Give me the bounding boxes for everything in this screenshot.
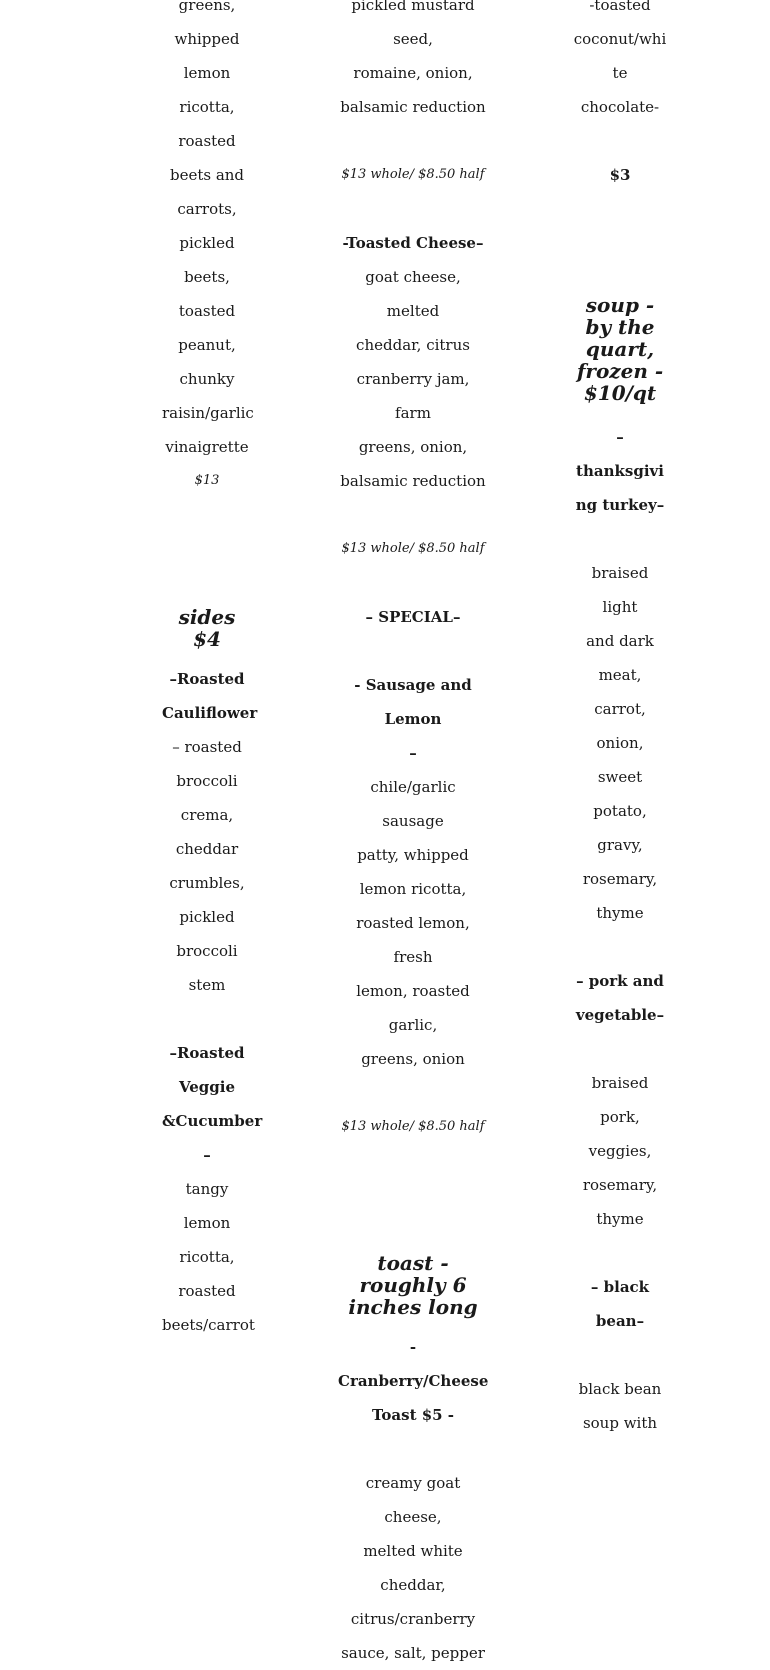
soup-description: braised xyxy=(591,1074,649,1092)
soup-description: gravy, xyxy=(597,836,643,854)
item-title: - Sausage and Lemon xyxy=(354,676,472,728)
item-description: citrus/cranberry xyxy=(350,1610,476,1628)
dessert-description: te xyxy=(612,64,628,82)
salad-line: raisin/garlic xyxy=(162,404,254,422)
salad-line: toasted xyxy=(178,302,236,320)
menu-column-left xyxy=(162,0,263,1342)
soup-description: thyme xyxy=(596,904,644,922)
item-description: lemon ricotta, xyxy=(359,880,467,898)
item-description: lemon, roasted garlic, xyxy=(356,982,470,1034)
side-description: lemon xyxy=(183,1214,231,1232)
side-title: –Roasted xyxy=(169,1044,245,1062)
side-description: cheddar xyxy=(175,840,239,858)
menu-column-right xyxy=(572,0,668,1440)
dessert-description: -toasted xyxy=(589,0,651,14)
item-price: $13 whole/ $8.50 half xyxy=(341,1119,485,1134)
toast-heading: toast - roughly 6 inches long xyxy=(348,1251,478,1319)
soup-description: braised light xyxy=(591,564,649,616)
side-description: broccoli xyxy=(176,772,238,790)
item-description: patty, whipped xyxy=(357,846,469,864)
salad-line: greens, xyxy=(178,0,236,14)
side-title: – xyxy=(203,1146,211,1164)
side-title: &Cucumber xyxy=(162,1112,263,1130)
dessert-description: chocolate- xyxy=(580,98,660,116)
soup-description: potato, xyxy=(593,802,647,820)
side-description: stem xyxy=(188,976,226,994)
soup-title: vegetable– xyxy=(575,1006,665,1024)
item-description: balsamic reduction xyxy=(340,98,486,116)
soup-description: veggies, xyxy=(588,1142,652,1160)
soup-description: rosemary, xyxy=(582,1176,658,1194)
item-price: $13 whole/ $8.50 half xyxy=(341,541,485,556)
item-description: balsamic reduction xyxy=(340,472,486,490)
side-title: Veggie xyxy=(178,1078,236,1096)
side-description: broccoli xyxy=(176,942,238,960)
item-description: pickled mustard seed, xyxy=(351,0,475,48)
item-description: cranberry jam, farm xyxy=(356,370,470,422)
item-title: Toast $5 - xyxy=(371,1406,455,1424)
item-title: – xyxy=(409,744,417,762)
salad-line: roasted xyxy=(178,132,236,150)
item-description: greens, onion, xyxy=(358,438,468,456)
soup-title: – thanksgivi xyxy=(576,428,664,480)
salad-line: carrots, xyxy=(177,200,237,218)
item-description: roasted lemon, fresh xyxy=(356,914,470,966)
item-title: - Cranberry/Cheese xyxy=(338,1338,489,1390)
salad-line: beets and xyxy=(169,166,245,184)
soup-heading: soup - by the quart, frozen - $10/qt xyxy=(576,293,664,405)
item-description: cheddar, xyxy=(380,1576,446,1594)
side-title: –Roasted xyxy=(169,670,245,688)
soup-description: black bean xyxy=(578,1380,662,1398)
side-description: roasted xyxy=(178,1282,236,1300)
item-description: goat cheese, melted xyxy=(365,268,461,320)
menu-column-center xyxy=(338,0,488,1670)
dessert-price: $3 xyxy=(609,166,631,184)
soup-description: and dark xyxy=(586,632,654,650)
side-description: crumbles, xyxy=(169,874,245,892)
salad-price: $13 xyxy=(194,473,220,488)
salad-line: pickled xyxy=(179,234,235,252)
side-description: beets/carrot xyxy=(162,1316,255,1334)
salad-line: lemon xyxy=(183,64,231,82)
soup-title: – pork and xyxy=(576,972,664,990)
side-description: ricotta, xyxy=(179,1248,235,1266)
item-description: melted white xyxy=(363,1542,463,1560)
salad-line: peanut, xyxy=(178,336,236,354)
item-title: -Toasted Cheese– xyxy=(342,234,484,252)
item-description: chile/garlic sausage xyxy=(370,778,456,830)
soup-title: – black xyxy=(590,1278,650,1296)
item-description: sauce, salt, pepper xyxy=(341,1644,485,1662)
soup-title: bean– xyxy=(595,1312,645,1330)
salad-line: vinaigrette xyxy=(165,438,249,456)
side-description: tangy xyxy=(185,1180,229,1198)
item-description: creamy goat cheese, xyxy=(365,1474,461,1526)
side-description: crema, xyxy=(180,806,234,824)
item-description: romaine, onion, xyxy=(353,64,473,82)
soup-description: pork, xyxy=(600,1108,640,1126)
item-description: greens, onion xyxy=(361,1050,465,1068)
soup-description: sweet xyxy=(597,768,643,786)
salad-line: ricotta, xyxy=(179,98,235,116)
salad-description xyxy=(162,0,252,464)
salad-line: beets, xyxy=(184,268,230,286)
dessert-description: coconut/whi xyxy=(573,30,667,48)
soup-description: thyme xyxy=(596,1210,644,1228)
salad-line: whipped xyxy=(174,30,240,48)
soup-description: meat, carrot, xyxy=(594,666,646,718)
soup-description: soup with xyxy=(582,1414,658,1432)
soup-description: rosemary, xyxy=(582,870,658,888)
special-label: – SPECIAL– xyxy=(365,608,461,626)
item-price: $13 whole/ $8.50 half xyxy=(341,167,485,182)
soup-title: ng turkey– xyxy=(575,496,665,514)
soup-description: onion, xyxy=(596,734,644,752)
sides-heading: sides $4 xyxy=(178,605,236,651)
side-title: Cauliflower xyxy=(162,704,258,722)
item-description: cheddar, citrus xyxy=(356,336,470,354)
salad-line: chunky xyxy=(179,370,235,388)
side-description: – roasted xyxy=(172,738,242,756)
side-description: pickled xyxy=(179,908,235,926)
